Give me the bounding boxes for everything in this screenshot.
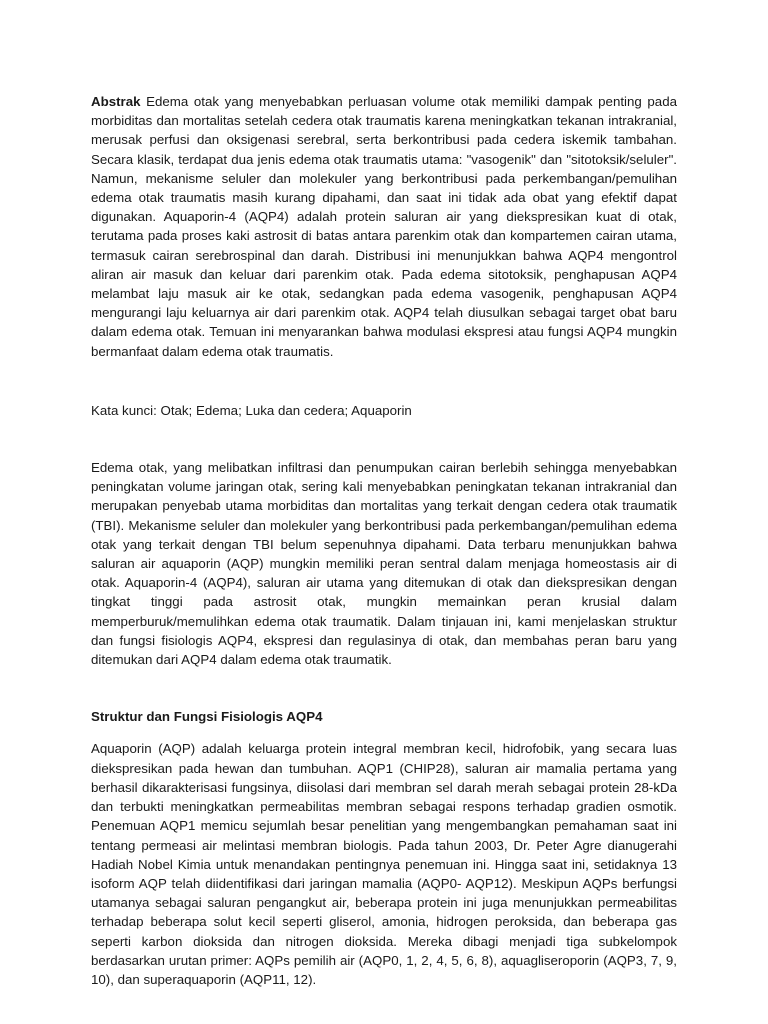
keywords-line: Kata kunci: Otak; Edema; Luka dan cedera; Aquaporin xyxy=(91,402,412,418)
section-heading: Struktur dan Fungsi Fisiologis AQP4 xyxy=(91,709,323,725)
intro-paragraph: Edema otak, yang melibatkan infiltrasi dan penumpukan cairan berlebih sehingga menyebabkan peningkatan volume jaringan otak, sering kali menyebabkan peningkatan tekanan intrakranial dan merupakan penyebab utama morbiditas dan mortalitas yang terkait dengan cedera otak traumatik (TBI). Mekanisme seluler dan molekuler yang berkontribusi pada perkembangan/pemulihan edema otak yang terkait dengan TBI belum sepenuhnya dipahami. Data terbaru menunjukkan bahwa saluran air aquaporin (AQP) mungkin memiliki peran sentral dalam menjaga homeostasis air di otak. Aquaporin-4 (AQP4), saluran air utama yang ditemukan di otak dan diekspresikan dengan tingkat tinggi pada astrosit otak, mungkin memainkan peran krusial dalam memperburuk/memulihkan edema otak traumatik. Dalam tinjauan ini, kami menjelaskan struktur dan fungsi fisiologis AQP4, ekspresi dan regulasinya di otak, dan membahas peran baru yang ditemukan dari AQP4 dalam edema otak traumatik. xyxy=(91,460,677,668)
document-page xyxy=(91,92,677,989)
section-body-paragraph: Aquaporin (AQP) adalah keluarga protein integral membran kecil, hidrofobik, yang secara luas diekspresikan pada hewan dan tumbuhan. AQP1 (CHIP28), saluran air mamalia pertama yang berhasil dikarakterisasi fungsinya, diisolasi dari membran sel darah merah sebagai protein 28-kDa dan terbukti meningkatkan permeabilitas membran sebagai respons terhadap gradien osmotik. Penemuan AQP1 memicu sejumlah besar penelitian yang mengembangkan pemahaman saat ini tentang permeasi air melintasi membran biologis. Pada tahun 2003, Dr. Peter Agre dianugerahi Hadiah Nobel Kimia untuk menandakan pentingnya penemuan ini. Hingga saat ini, setidaknya 13 isoform AQP telah diidentifikasi dari jaringan mamalia (AQP0- AQP12). Meskipun AQPs berfungsi utamanya sebagai saluran pengangkut air, beberapa protein ini juga menunjukkan permeabilitas terhadap beberapa solut kecil seperti gliserol, amonia, hidrogen peroksida, dan beberapa gas seperti karbon dioksida dan nitrogen dioksida. Mereka dibagi menjadi tiga subkelompok berdasarkan urutan primer: AQPs pemilih air (AQP0, 1, 2, 4, 5, 6, 8), aquagliseroporin (AQP3, 7, 9, 10), dan superaquaporin (AQP11, 12). xyxy=(91,741,677,987)
abstract-label: Abstrak xyxy=(91,94,141,109)
abstract-paragraph xyxy=(91,92,677,361)
abstract-text: Edema otak yang menyebabkan perluasan volume otak memiliki dampak penting pada morbiditas dan mortalitas setelah cedera otak traumatis karena meningkatkan tekanan intrakranial, merusak perfusi dan oksigenasi serebral, serta berkontribusi pada cedera iskemik tambahan. Secara klasik, terdapat dua jenis edema otak traumatis utama: "vasogenik" dan "sitotoksik/seluler". Namun, mekanisme seluler dan molekuler yang berkontribusi pada perkembangan/pemulihan edema otak traumatis masih kurang dipahami, dan saat ini tidak ada obat yang efektif dapat digunakan. Aquaporin-4 (AQP4) adalah protein saluran air yang diekspresikan kuat di otak, terutama pada proses kaki astrosit di batas antara parenkim otak dan kompartemen cairan utama, termasuk cairan serebrospinal dan darah. Distribusi ini menunjukkan bahwa AQP4 mengontrol aliran air masuk dan keluar dari parenkim otak. Pada edema sitotoksik, penghapusan AQP4 melambat laju masuk air ke otak, sedangkan pada edema vasogenik, penghapusan AQP4 mengurangi laju keluarnya air dari parenkim otak. AQP4 telah diusulkan sebagai target obat baru dalam edema otak. Temuan ini menyarankan bahwa modulasi ekspresi atau fungsi AQP4 mungkin bermanfaat dalam edema otak traumatis. xyxy=(91,94,677,359)
